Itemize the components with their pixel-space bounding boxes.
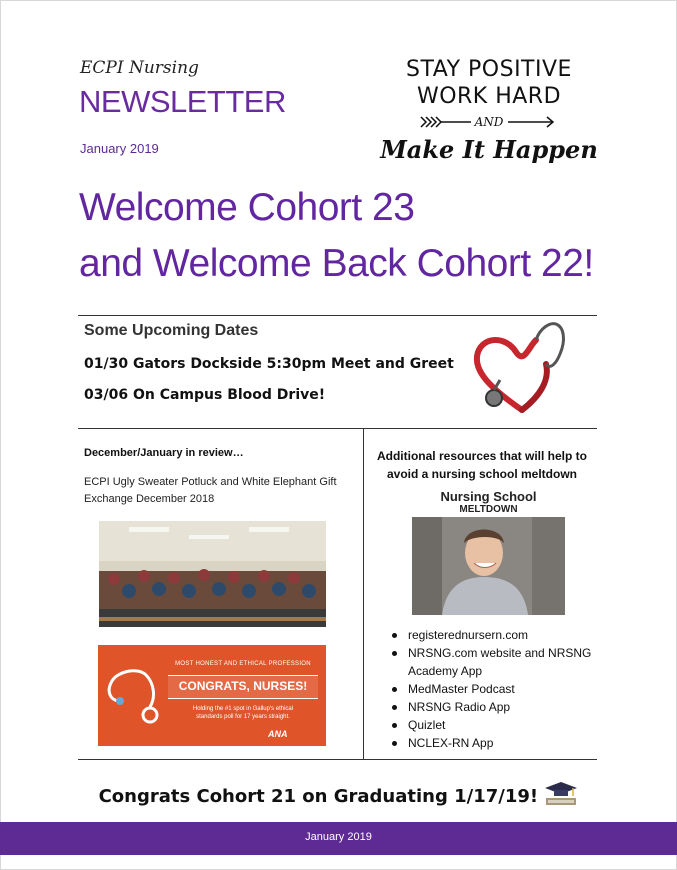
list-item — [390, 626, 600, 644]
thumbnail-title: Nursing School — [440, 489, 537, 504]
motto-line-1: STAY POSITIVE — [406, 57, 572, 82]
card-headline: CONGRATS, NURSES! — [178, 679, 308, 693]
divider-middle — [78, 428, 597, 429]
graduation-banner — [80, 780, 597, 811]
headline-line-1: Welcome Cohort 23 — [79, 186, 415, 229]
resource-label: registerednursern.com — [408, 628, 529, 642]
bullet-icon — [392, 687, 397, 692]
newsletter-title: NEWSLETTER — [79, 84, 286, 119]
arrow-icon — [375, 111, 603, 133]
card-kicker: MOST HONEST AND ETHICAL PROFESSION — [175, 661, 311, 667]
bullet-icon — [392, 741, 397, 746]
meltdown-video-thumbnail[interactable] — [412, 487, 565, 615]
column-divider — [363, 428, 364, 759]
list-item — [390, 680, 600, 698]
list-item — [390, 716, 600, 734]
upcoming-item: 03/06 On Campus Blood Drive! — [84, 387, 326, 403]
review-text: ECPI Ugly Sweater Potluck and White Elephant Gift Exchange December 2018 — [84, 476, 337, 505]
issue-date: January 2019 — [80, 141, 159, 156]
thumbnail-subtitle: MELTDOWN — [459, 504, 518, 515]
divider-top — [78, 315, 597, 316]
list-item — [390, 734, 600, 752]
graduation-text: Congrats Cohort 21 on Graduating 1/17/19! — [98, 786, 539, 807]
bullet-icon — [392, 705, 397, 710]
list-item — [390, 698, 600, 716]
congrats-nurses-card — [98, 645, 326, 746]
brand-name: ECPI Nursing — [80, 58, 199, 78]
bullet-icon — [392, 651, 397, 656]
resource-label: NRSNG.com website and NRSNG Academy App — [408, 646, 592, 678]
resource-label: NRSNG Radio App — [408, 700, 511, 714]
graduation-cap-icon — [544, 780, 578, 811]
headline — [79, 180, 594, 292]
ana-logo: ANA — [268, 729, 288, 739]
resource-list — [390, 626, 600, 752]
bullet-icon — [392, 723, 397, 728]
motto-line-2: WORK HARD — [416, 84, 562, 109]
footer-date: January 2019 — [305, 831, 372, 843]
resource-label: Quizlet — [408, 718, 446, 732]
headline-line-2: and Welcome Back Cohort 22! — [79, 242, 594, 285]
resource-label: NCLEX-RN App — [408, 736, 494, 750]
resource-label: MedMaster Podcast — [408, 682, 515, 696]
group-photo — [99, 521, 326, 627]
motto-line-3: AND — [474, 115, 504, 129]
divider-bottom — [78, 759, 597, 760]
motto-line-4: Make It Happen — [380, 135, 598, 164]
review-title: December/January in review… — [84, 447, 244, 459]
motto-graphic — [375, 56, 603, 164]
card-body: Holding the #1 spot in Gallup's ethical standards poll for 17 years straight. — [192, 706, 294, 720]
upcoming-item: 01/30 Gators Dockside 5:30pm Meet and Greet — [84, 356, 454, 372]
resources-title: Additional resources that will help to avoid a nursing school meltdown — [376, 449, 588, 481]
list-item — [390, 644, 600, 680]
thumbnail-photo — [412, 517, 565, 615]
bullet-icon — [392, 633, 397, 638]
stethoscope-heart-icon — [470, 318, 575, 419]
upcoming-title: Some Upcoming Dates — [84, 322, 259, 339]
